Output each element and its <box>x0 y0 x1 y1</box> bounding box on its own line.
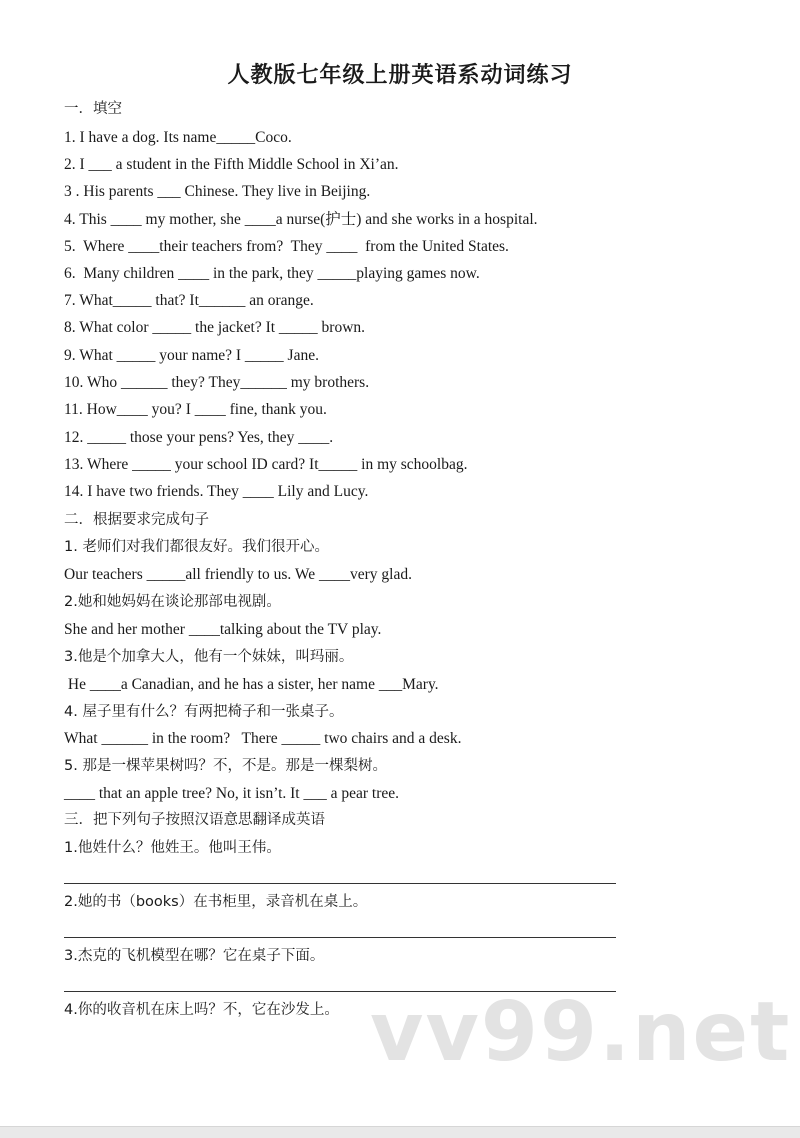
section1-heading: 一．填空 <box>64 101 122 117</box>
fill-item-14: 14. I have two friends. They ____ Lily and Lucy. <box>64 483 369 500</box>
fill-item-13: 13. Where _____ your school ID card? It_____ in my schoolbag. <box>64 456 468 473</box>
watermark-text: vv99.net <box>370 985 792 1080</box>
sentence-item-4-cn: 4. 屋子里有什么？有两把椅子和一张桌子。 <box>64 704 344 720</box>
page-title: 人教版七年级上册英语系动词练习 <box>227 63 573 88</box>
fill-item-6: 6. Many children ____ in the park, they _____playing games now. <box>64 265 480 282</box>
translate-item-4: 4.你的收音机在床上吗？不，它在沙发上。 <box>64 1002 339 1018</box>
sentence-item-1-en: Our teachers _____all friendly to us. We ____very glad. <box>64 566 412 583</box>
sentence-item-3-cn: 3.他是个加拿大人，他有一个妹妹，叫玛丽。 <box>64 649 354 665</box>
translate-item-1: 1.他姓什么？他姓王。他叫王伟。 <box>64 840 281 856</box>
fill-item-11: 11. How____ you? I ____ fine, thank you. <box>64 401 327 418</box>
fill-item-1: 1. I have a dog. Its name_____Coco. <box>64 129 292 146</box>
section3-heading: 三．把下列句子按照汉语意思翻译成英语 <box>64 812 325 828</box>
sentence-item-2-cn: 2.她和她妈妈在谈论那部电视剧。 <box>64 594 281 610</box>
section2-heading: 二．根据要求完成句子 <box>64 512 209 528</box>
answer-line-1 <box>64 883 616 884</box>
sentence-item-5-cn: 5. 那是一棵苹果树吗？不，不是。那是一棵梨树。 <box>64 758 387 774</box>
answer-line-2 <box>64 937 616 938</box>
fill-item-5: 5. Where ____their teachers from? They ____ from the United States. <box>64 238 509 255</box>
sentence-item-4-en: What ______ in the room? There _____ two chairs and a desk. <box>64 730 462 747</box>
fill-item-10: 10. Who ______ they? They______ my brothers. <box>64 374 370 391</box>
fill-item-12: 12. _____ those your pens? Yes, they ____. <box>64 429 334 446</box>
fill-item-7: 7. What_____ that? It______ an orange. <box>64 292 314 309</box>
sentence-item-5-en: ____ that an apple tree? No, it isn’t. It ___ a pear tree. <box>64 785 399 802</box>
fill-item-2: 2. I ___ a student in the Fifth Middle School in Xi’an. <box>64 156 399 173</box>
page-bottom-edge <box>0 1126 800 1138</box>
fill-item-8: 8. What color _____ the jacket? It _____ brown. <box>64 319 366 336</box>
sentence-item-2-en: She and her mother ____talking about the TV play. <box>64 621 382 638</box>
sentence-item-3-en: He ____a Canadian, and he has a sister, her name ___Mary. <box>64 676 439 693</box>
fill-item-4: 4. This ____ my mother, she ____a nurse(护士) and she works in a hospital. <box>64 211 538 228</box>
sentence-item-1-cn: 1. 老师们对我们都很友好。我们很开心。 <box>64 539 329 555</box>
translate-item-2: 2.她的书（books）在书柜里，录音机在桌上。 <box>64 894 368 910</box>
translate-item-3: 3.杰克的飞机模型在哪？它在桌子下面。 <box>64 948 325 964</box>
fill-item-3: 3 . His parents ___ Chinese. They live in Beijing. <box>64 183 371 200</box>
fill-item-9: 9. What _____ your name? I _____ Jane. <box>64 347 319 364</box>
